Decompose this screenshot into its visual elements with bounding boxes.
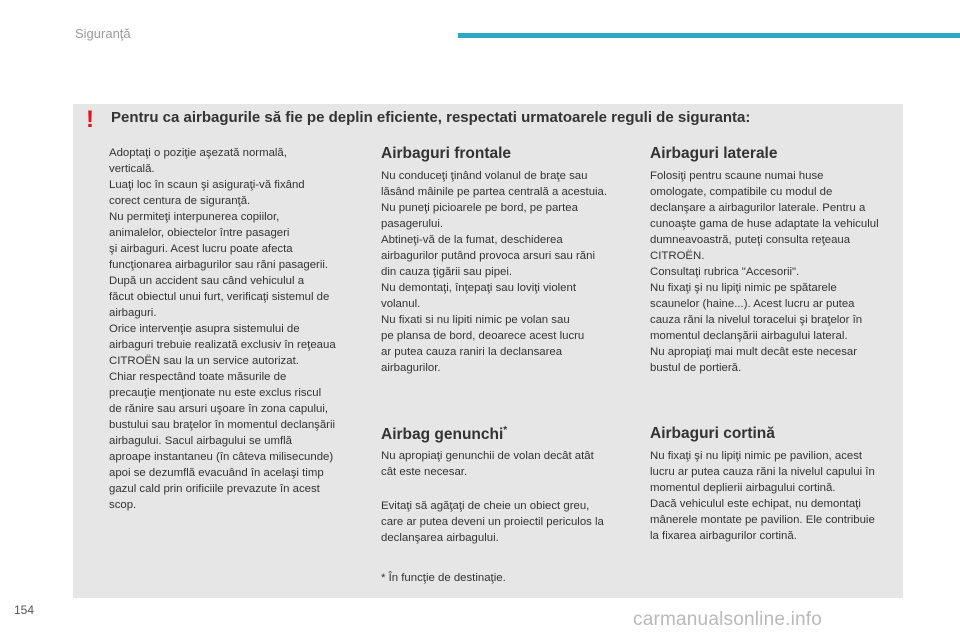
lateral-airbags-text: Folosiţi pentru scaune numai huse omologate, compatibile cu modul de declanşare a airbagurilor laterale. Pentru a cunoaşte gama de huse adaptate la vehiculul dumneavoastră, puteţi consulta reţeaua CITROËN. Consultaţi rubrica "Accesorii". Nu fixaţi şi nu lipiţi nimic pe spătarele scaunelor (haine...). Acest lucru ar putea cauza răni la nivelul toracelui şi braţelor în momentul declanşării airbagului lateral. Nu apropiaţi mai mult decât este necesar bustul de portieră. <box>650 170 879 374</box>
frontal-airbags-title: Airbaguri frontale <box>381 145 512 162</box>
curtain-airbags-title: Airbaguri cortină <box>650 425 775 442</box>
header-accent-bar <box>458 33 960 38</box>
knee-airbag-footnote-mark: * <box>503 425 508 436</box>
destination-footnote: * În funcţie de destinaţie. <box>381 572 506 584</box>
watermark: carmanualsonline.info <box>633 609 823 630</box>
warning-icon: ! <box>86 106 94 133</box>
lateral-airbags-title: Airbaguri laterale <box>650 145 778 162</box>
knee-airbag-title <box>381 425 507 444</box>
knee-airbag-title-text: Airbag genunchi <box>381 426 504 444</box>
general-rules-text: Adoptaţi o poziţie aşezată normală, verticală. Luaţi loc în scaun şi asiguraţi-vă fixând corect centura de siguranţă. Nu permiteţi interpunerea copiilor, animalelor, obiectelor între pasageri şi airbaguri. Acest lucru poate afecta funcţionarea airbagurilor sau răni pasagerii. După un accident sau când vehiculul a făcut obiectul unui furt, verificaţi sistemul de airbaguri. Orice intervenţie asupra sistemului de airbaguri trebuie realizată exclusiv în reţeaua CITROËN sau la un service autorizat. Chiar respectând toate măsurile de precauţie menţionate nu este exclus riscul de rănire sau arsuri uşoare în zona capului, bustului sau braţelor în momentul declanşării airbagului. Sacul airbagului se umflă aproape instantaneu (în câteva milisecunde) apoi se dezumflă evacuând în acelaşi timp gazul cald prin orificiile prevazute în acest scop. <box>109 147 336 511</box>
section-title: Siguranţă <box>75 26 131 41</box>
curtain-airbags-text: Nu fixaţi şi nu lipiţi nimic pe pavilion, acest lucru ar putea cauza răni la nivelul capului în momentul deplierii airbagului cortină. Dacă vehiculul este echipat, nu demontaţi mânerele montate pe pavilion. Ele contribuie la fixarea airbagurilor cortină. <box>650 450 875 542</box>
page-number: 154 <box>14 603 35 617</box>
knee-airbag-text-2: Evitaţi să agăţaţi de cheie un obiect greu, care ar putea deveni un proiectil periculos la declanşarea airbagului. <box>381 500 604 544</box>
knee-airbag-text-1: Nu apropiaţi genunchii de volan decât atât cât este necesar. <box>381 450 594 478</box>
frontal-airbags-text: Nu conduceţi ţinând volanul de braţe sau lăsând mâinile pe partea centrală a acestuia. Nu puneţi picioarele pe bord, pe partea pasagerului. Abtineţi-vă de la fumat, deschiderea airbagurilor putând provoca arsuri sau răni din cauza ţigării sau pipei. Nu demontaţi, înţepaţi sau loviţi violent volanul. Nu fixati si nu lipiti nimic pe volan sau pe plansa de bord, deoarece acest lucru ar putea cauza raniri la declansarea airbagurilor. <box>381 170 608 374</box>
panel-heading: Pentru ca airbagurile să fie pe deplin eficiente, respectati urmatoarele reguli de siguranta: <box>111 109 751 126</box>
